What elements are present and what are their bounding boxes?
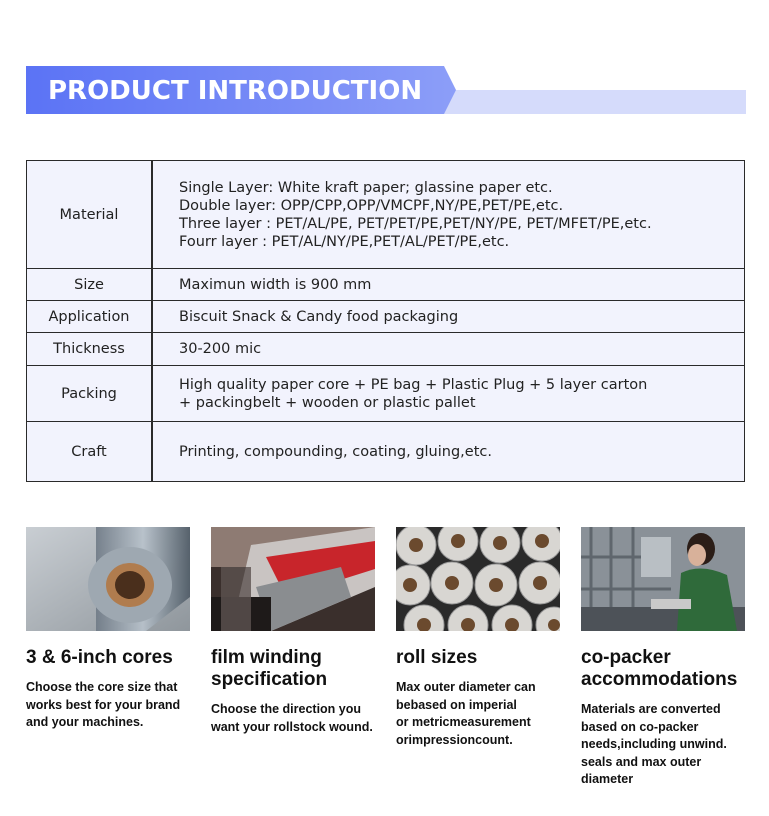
table-row-application (27, 301, 745, 333)
value-line: Printing, compounding, coating, gluing,etc. (179, 443, 492, 460)
row-value (152, 422, 745, 482)
table-row-thickness (27, 333, 745, 366)
feature-title: roll sizes (396, 647, 478, 668)
feature-title (211, 647, 375, 691)
row-label: Application (27, 301, 153, 333)
desc-line: needs,including unwind. (581, 737, 727, 751)
value-line: High quality paper core + PE bag + Plastic Plug + 5 layer carton (179, 376, 648, 393)
desc-line: Max outer diameter can (396, 680, 536, 694)
feature-card-roll-sizes (396, 527, 560, 749)
row-label: Size (27, 269, 153, 301)
value-line: Biscuit Snack & Candy food packaging (179, 308, 459, 325)
feature-title (581, 647, 756, 691)
row-value (152, 301, 745, 333)
row-label: Thickness (27, 333, 153, 366)
value-line: Single Layer: White kraft paper; glassine paper etc. (179, 179, 553, 196)
value-line: Fourr layer : PET/AL/NY/PE,PET/AL/PET/PE,etc. (179, 233, 510, 250)
value-line: Three layer : PET/AL/PE, PET/PET/PE,PET/NY/PE, PET/MFET/PE,etc. (179, 215, 652, 232)
desc-line: bebased on imperial (396, 697, 517, 712)
stacked-rolls-photo (396, 527, 560, 631)
row-value (152, 269, 745, 301)
row-label: Craft (27, 422, 153, 482)
film-roll-core-photo (26, 527, 190, 631)
value-line: + packingbelt + wooden or plastic pallet (179, 394, 476, 411)
desc-line: Materials are converted (581, 702, 721, 716)
feature-description (396, 679, 560, 749)
factory-worker-photo (581, 527, 745, 631)
row-value (152, 161, 745, 269)
page-title: PRODUCT INTRODUCTION (48, 76, 423, 106)
table-row-material (27, 161, 745, 269)
stacked-rolls-image (396, 527, 560, 631)
value-line: Double layer: OPP/CPP,OPP/VMCPF,NY/PE,PET/PE,etc. (179, 197, 564, 214)
desc-line: works best for your brand (26, 697, 181, 712)
film-roll-core-image (26, 527, 190, 631)
feature-card-cores (26, 527, 190, 732)
desc-line: want your rollstock wound. (211, 719, 373, 734)
desc-line: and your machines. (26, 715, 144, 729)
desc-line: seals and max outer (581, 754, 702, 769)
row-value (152, 366, 745, 422)
value-line: Maximun width is 900 mm (179, 276, 372, 293)
desc-line: Choose the direction you (211, 702, 362, 716)
row-label: Material (27, 161, 153, 269)
film-winding-photo (211, 527, 375, 631)
film-winding-image (211, 527, 375, 631)
table-row-size (27, 269, 745, 301)
row-value (152, 333, 745, 366)
desc-line: diameter (581, 772, 634, 786)
value-line: 30-200 mic (179, 341, 262, 357)
feature-card-winding (211, 527, 375, 736)
desc-line: Choose the core size that (26, 680, 178, 694)
product-spec-table (26, 160, 745, 482)
feature-card-co-packer (581, 527, 745, 789)
title-line: co-packer (581, 647, 671, 668)
factory-worker-image (581, 527, 745, 631)
table-row-packing (27, 366, 745, 422)
table-row-craft (27, 422, 745, 482)
title-line: accommodations (581, 669, 738, 690)
desc-line: orimpressioncount. (396, 732, 513, 747)
desc-line: or metricmeasurement (396, 715, 531, 729)
title-line: film winding (211, 647, 322, 668)
desc-line: based on co-packer (581, 719, 699, 734)
feature-title: 3 & 6-inch cores (26, 647, 173, 668)
feature-description (26, 679, 190, 732)
feature-description (211, 701, 375, 736)
title-line: specification (211, 669, 328, 690)
feature-description (581, 701, 745, 789)
row-label: Packing (27, 366, 153, 422)
